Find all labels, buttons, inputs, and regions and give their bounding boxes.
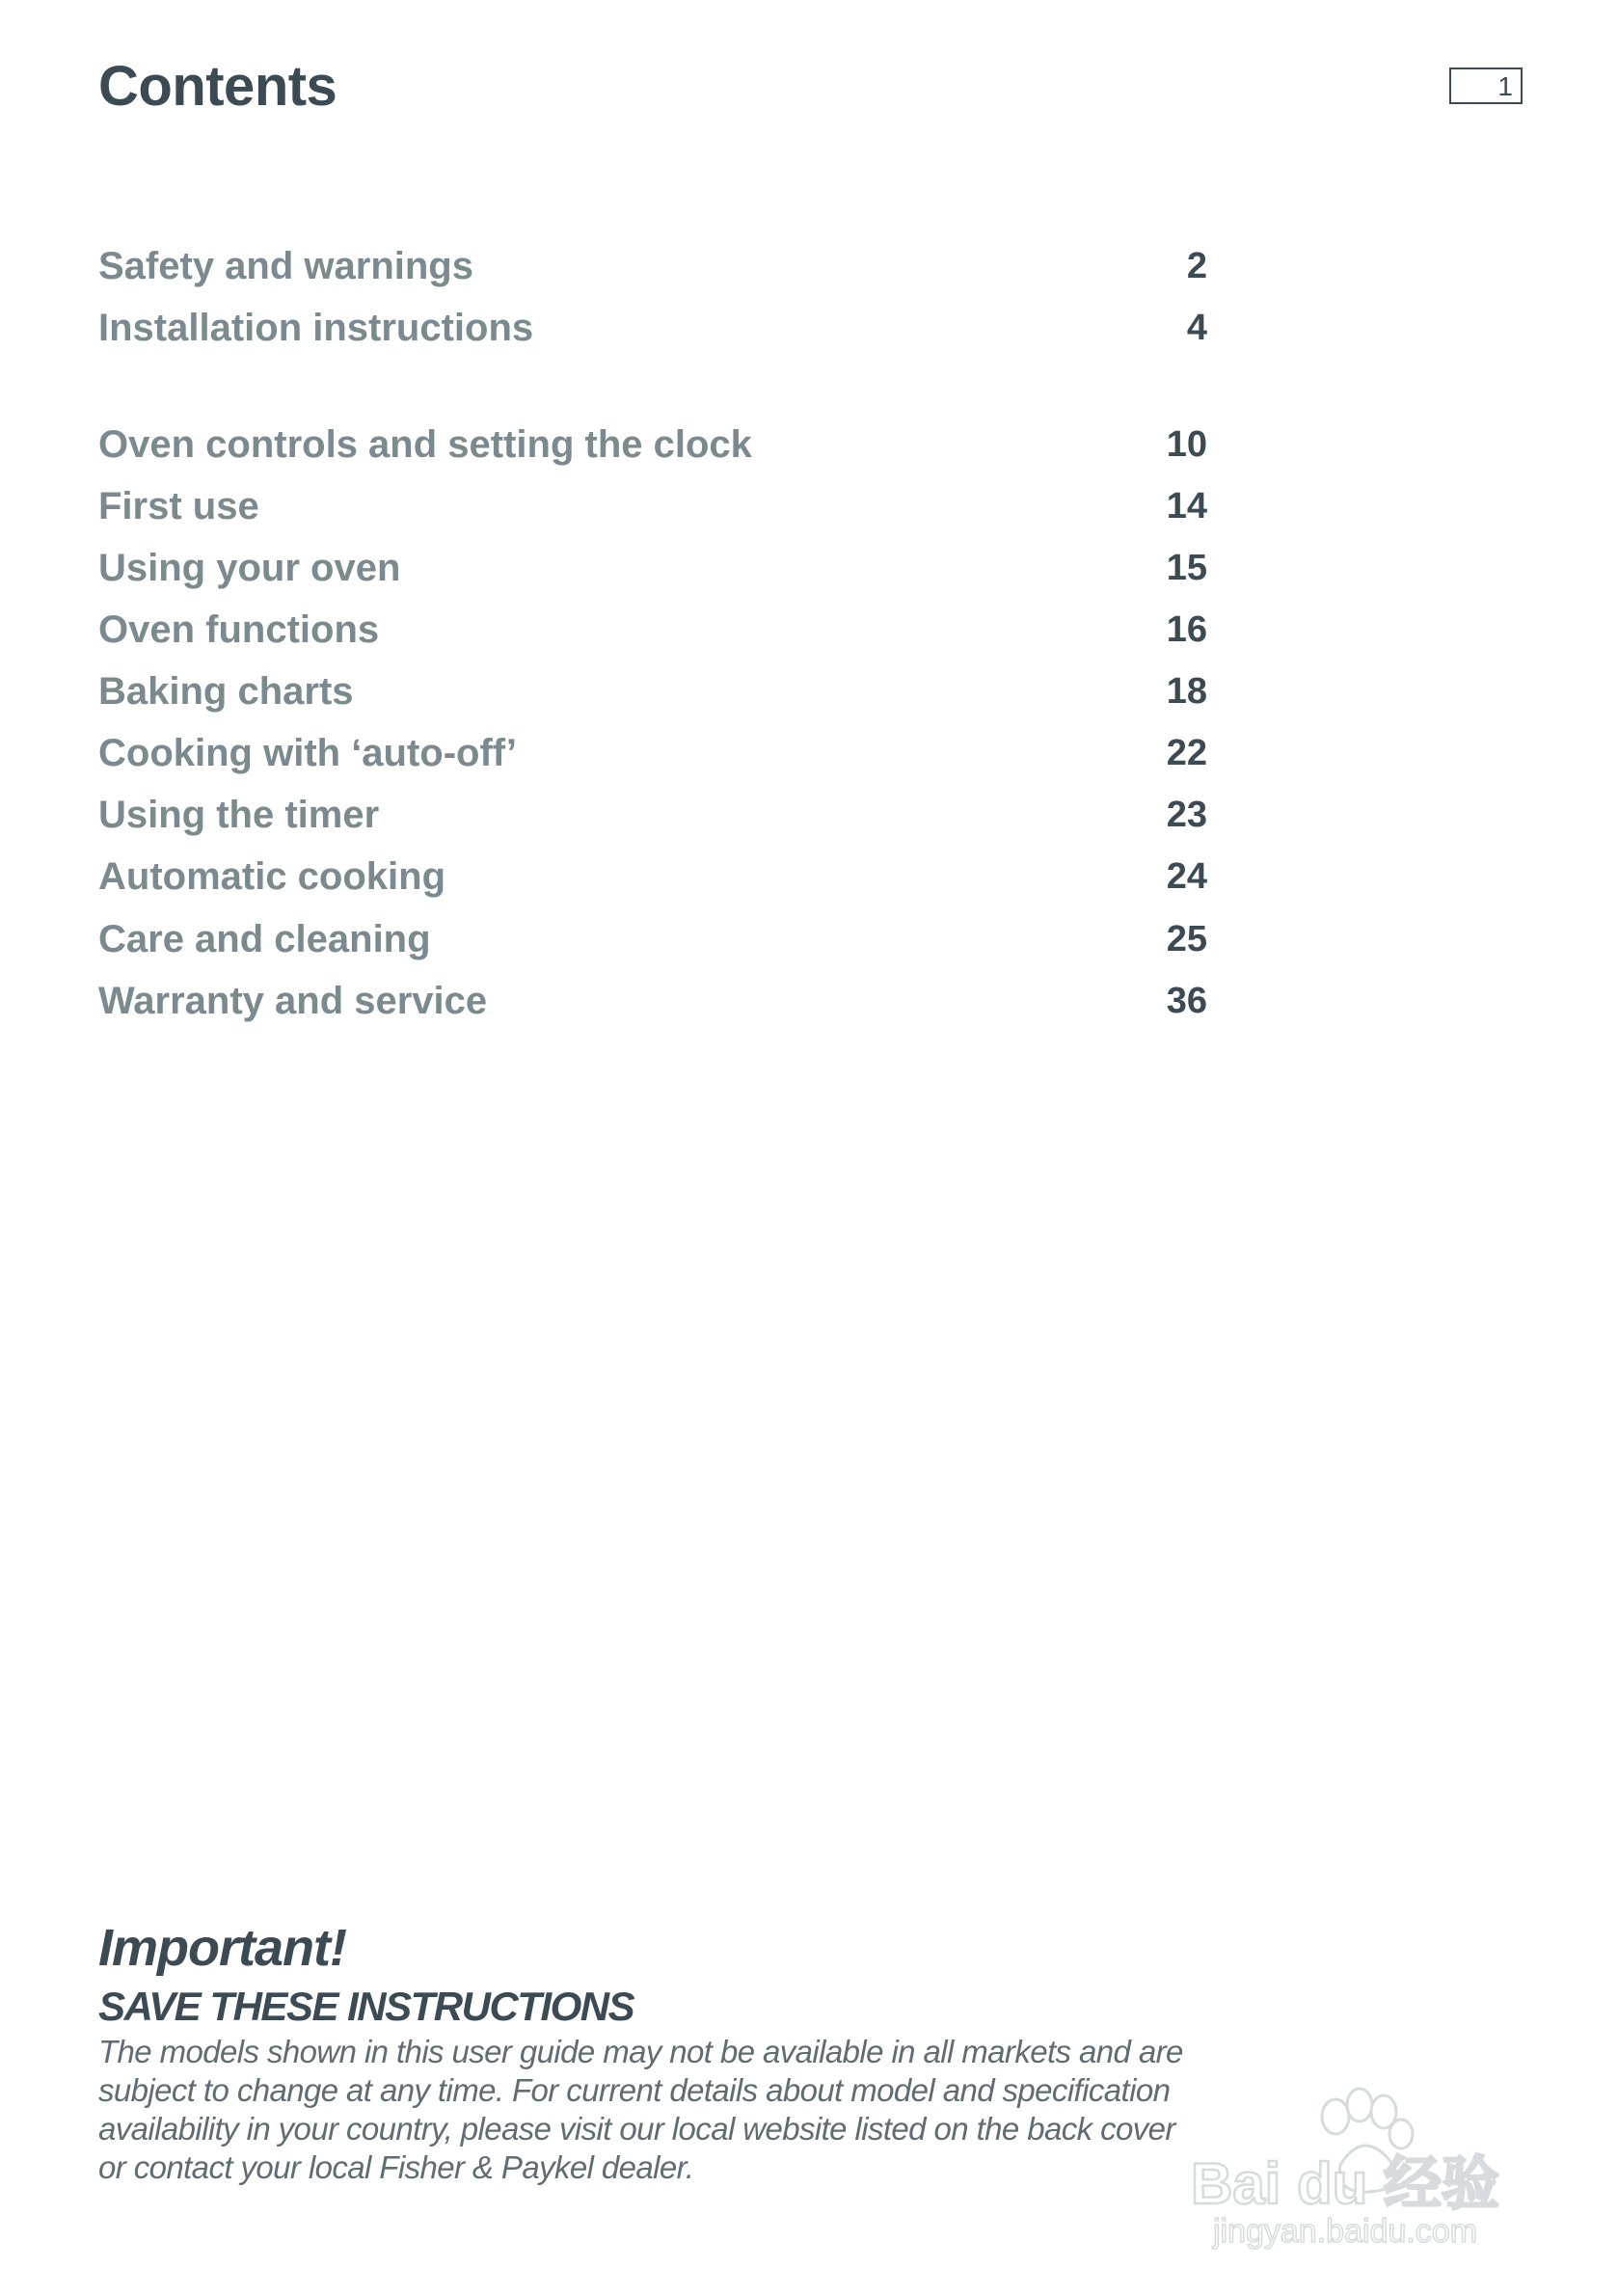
toc-row-baking-charts[interactable] [98,664,1207,718]
toc-entry-page: 4 [1186,307,1207,348]
toc-row-automatic-cooking[interactable] [98,850,1207,904]
important-line: subject to change at any time. For current details about model and specification [98,2072,1171,2108]
toc-entry-title: First use [98,484,259,527]
important-notice [98,1919,1236,2187]
toc-row-care-cleaning[interactable] [98,912,1207,966]
toc-row-timer[interactable] [98,788,1207,842]
baidu-watermark-logo [1152,2059,1538,2252]
toc-entry-page: 15 [1166,547,1207,588]
toc-entry-title: Oven functions [98,608,380,651]
toc-entry-title: Safety and warnings [98,244,473,287]
important-line: or contact your local Fisher & Paykel dealer. [98,2149,694,2185]
toc-row-safety[interactable] [98,239,1207,293]
toc-row-oven-controls[interactable] [98,418,1207,472]
watermark-url: jingyan.baidu.com [1212,2213,1478,2250]
toc-entry-title: Using the timer [98,793,380,836]
toc-entry-title: Warranty and service [98,979,488,1022]
toc-entry-page: 25 [1166,918,1207,959]
toc-entry-page: 24 [1166,855,1207,897]
important-line: The models shown in this user guide may not be available in all markets and are [98,2034,1183,2069]
toc-entry-title: Cooking with ‘auto-off’ [98,731,517,774]
toc-entry-page: 14 [1166,485,1207,527]
toc-row-first-use[interactable] [98,479,1207,533]
toc-entry-page: 22 [1166,732,1207,773]
toc-entry-page: 2 [1186,245,1207,286]
toc-row-auto-off[interactable] [98,726,1207,780]
important-heading: Important! [98,1919,346,1977]
toc-row-using-oven[interactable] [98,541,1207,595]
watermark-brand: Bai du 经验 [1190,2151,1500,2216]
toc-entry-title: Oven controls and setting the clock [98,422,752,466]
toc-entry-title: Automatic cooking [98,854,446,898]
toc-entry-title: Baking charts [98,669,354,713]
toc-row-installation[interactable] [98,301,1207,355]
toc-entry-title: Using your oven [98,546,401,589]
important-line: availability in your country, please visit our local website listed on the back cover [98,2111,1175,2147]
toc-entry-title: Installation instructions [98,306,534,349]
toc-entry-page: 23 [1166,794,1207,835]
page-number: 1 [1449,68,1523,104]
toc-entry-page: 16 [1166,608,1207,650]
toc-entry-title: Care and cleaning [98,917,431,960]
toc-row-warranty[interactable] [98,974,1207,1028]
important-body [98,2033,1236,2187]
toc-row-oven-functions[interactable] [98,603,1207,657]
toc-entry-page: 18 [1166,670,1207,712]
save-instructions-heading: SAVE THESE INSTRUCTIONS [98,1984,634,2029]
page-title: Contents [98,55,337,118]
toc-entry-page: 36 [1166,980,1207,1021]
toc-entry-page: 10 [1166,423,1207,465]
